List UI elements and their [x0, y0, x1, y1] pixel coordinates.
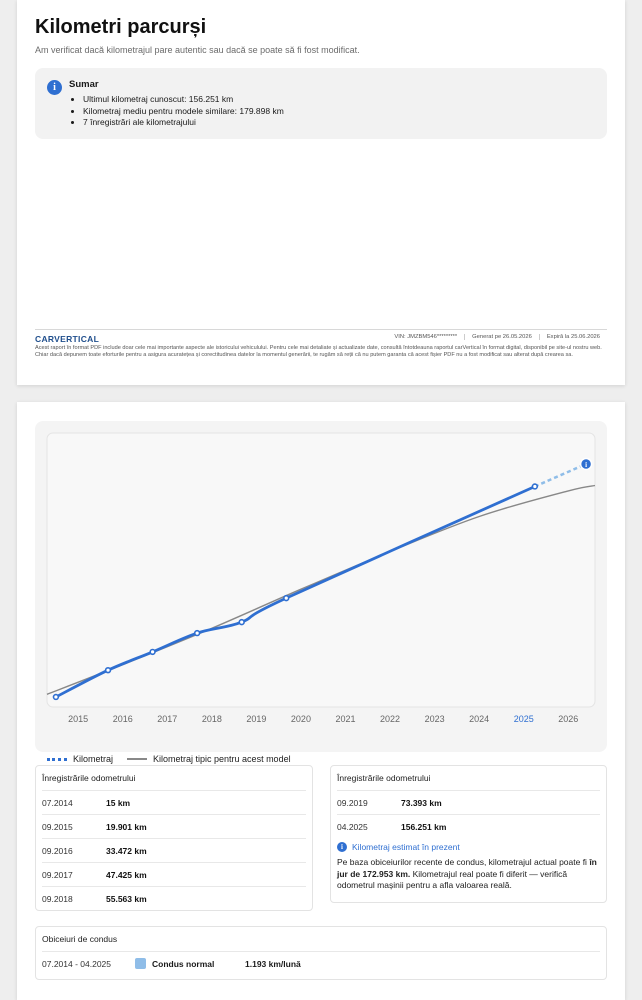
table-row	[337, 790, 600, 814]
habit-swatch	[135, 958, 146, 969]
chart-legend	[47, 754, 305, 764]
mileage-point[interactable]	[150, 650, 155, 655]
legend-item-typical	[127, 754, 291, 764]
table-row	[42, 790, 306, 814]
legend-item-mileage	[47, 754, 113, 764]
mileage-point[interactable]	[239, 620, 244, 625]
habit-value: 1.193 km/lună	[245, 958, 301, 969]
legend-swatch-typical	[127, 758, 147, 760]
table-row	[42, 886, 306, 910]
estimate-text-before: Pe baza obiceiurilor recente de condus, kilometrajul actual poate fi	[337, 857, 590, 867]
summary-item: • Kilometraj mediu pentru modele similare: 179.898 km	[83, 106, 284, 118]
x-tick-label: 2021	[335, 714, 356, 724]
odometer-records-right	[330, 765, 607, 903]
x-tick-label: 2025	[513, 714, 534, 724]
record-km: 19.901 km	[106, 821, 147, 832]
record-date: 09.2019	[337, 797, 368, 808]
x-tick-label: 2019	[246, 714, 267, 724]
x-tick-label: 2022	[380, 714, 401, 724]
table-row	[42, 951, 600, 975]
x-axis-ticks	[68, 714, 578, 724]
record-km: 55.563 km	[106, 893, 147, 904]
vin-label: VIN: JMZBM546*********	[394, 334, 458, 340]
record-date: 07.2014	[42, 797, 73, 808]
summary-item: • 7 înregistrări ale kilometrajului	[83, 117, 284, 129]
estimate-text	[337, 857, 598, 892]
mileage-point[interactable]	[106, 668, 111, 673]
habit-period: 07.2014 - 04.2025	[42, 958, 112, 969]
estimate-text-after: Kilometrajul real poate fi diferit — verifică odometrul mașinii pentru a afla valoarea reală.	[337, 868, 568, 890]
x-tick-label: 2016	[112, 714, 133, 724]
legend-label-mileage: Kilometraj	[73, 754, 114, 764]
legend-label-typical: Kilometraj tipic pentru acest model	[153, 754, 291, 764]
odometer-records-left	[35, 765, 313, 911]
page-title: Kilometri parcurși	[35, 16, 207, 38]
records-title: Înregistrările odometrului	[42, 773, 136, 783]
footer-meta	[387, 334, 607, 340]
driving-habits	[35, 926, 607, 980]
mileage-point[interactable]	[195, 631, 200, 636]
record-date: 09.2018	[42, 893, 73, 904]
mileage-point[interactable]	[532, 484, 537, 489]
record-date: 09.2015	[42, 821, 73, 832]
generated-date: Generat pe 26.05.2026	[464, 334, 539, 340]
record-date: 09.2017	[42, 869, 73, 880]
mileage-point[interactable]	[54, 695, 59, 700]
legend-swatch-mileage	[47, 758, 67, 761]
table-row	[42, 862, 306, 886]
estimate-block	[337, 842, 598, 892]
info-icon: i	[337, 842, 347, 852]
mileage-point[interactable]	[284, 596, 289, 601]
record-km: 15 km	[106, 797, 131, 808]
info-icon: i	[47, 80, 62, 95]
estimate-heading[interactable]	[337, 842, 598, 852]
habit-label: Condus normal	[152, 958, 215, 969]
record-date: 04.2025	[337, 821, 368, 832]
x-tick-label: 2015	[68, 714, 89, 724]
summary-title: Sumar	[69, 79, 99, 90]
table-row	[42, 814, 306, 838]
table-row	[42, 838, 306, 862]
info-icon: i	[585, 460, 588, 469]
x-tick-label: 2020	[290, 714, 311, 724]
report-page-1	[17, 0, 625, 385]
record-km: 47.425 km	[106, 869, 147, 880]
x-tick-label: 2024	[469, 714, 490, 724]
estimate-title: Kilometraj estimat în prezent	[352, 842, 460, 852]
record-km: 73.393 km	[401, 797, 442, 808]
record-date: 09.2016	[42, 845, 73, 856]
habits-title: Obiceiuri de condus	[42, 934, 118, 944]
records-list	[42, 790, 306, 910]
estimate-marker-group[interactable]	[581, 458, 592, 469]
x-tick-label: 2023	[424, 714, 445, 724]
footer-divider	[35, 329, 607, 330]
brand-logo: CARVERTICAL	[35, 334, 100, 344]
estimate-value: în jur de 172.953 km.	[337, 857, 597, 879]
page-subtitle: Am verificat dacă kilometrajul pare autentic sau dacă se poate să fi fost modificat.	[35, 45, 360, 55]
plot-area	[47, 433, 595, 707]
table-row	[337, 814, 600, 838]
summary-panel	[35, 68, 607, 139]
records-list	[337, 790, 600, 838]
mileage-chart	[35, 421, 607, 752]
record-km: 156.251 km	[401, 821, 447, 832]
report-page-2	[17, 402, 625, 1000]
x-tick-label: 2017	[157, 714, 178, 724]
disclaimer-text: Acest raport în format PDF include doar cele mai importante aspecte ale istoricului vehiculului. Pentru cele mai detaliate și actualizate date, consultă întotdeauna raportul carVertical în format digital, disponibil pe site-ul nostru web. Chiar dacă depunem toate eforturile pentru a asigura acuratețea și corectitudinea datelor la momentul generării, te rugăm să reții că nu putem garanta că acest fișier PDF nu a fost modificat sau alterat după crearea sa.	[35, 345, 602, 358]
x-tick-label: 2018	[201, 714, 222, 724]
x-tick-label: 2026	[558, 714, 579, 724]
summary-item: • Ultimul kilometraj cunoscut: 156.251 km	[83, 94, 284, 106]
expiry-date: Expiră la 25.06.2026	[539, 334, 607, 340]
mileage-chart-card	[35, 421, 607, 764]
records-title: Înregistrările odometrului	[337, 773, 431, 783]
record-km: 33.472 km	[106, 845, 147, 856]
summary-list	[83, 94, 284, 129]
